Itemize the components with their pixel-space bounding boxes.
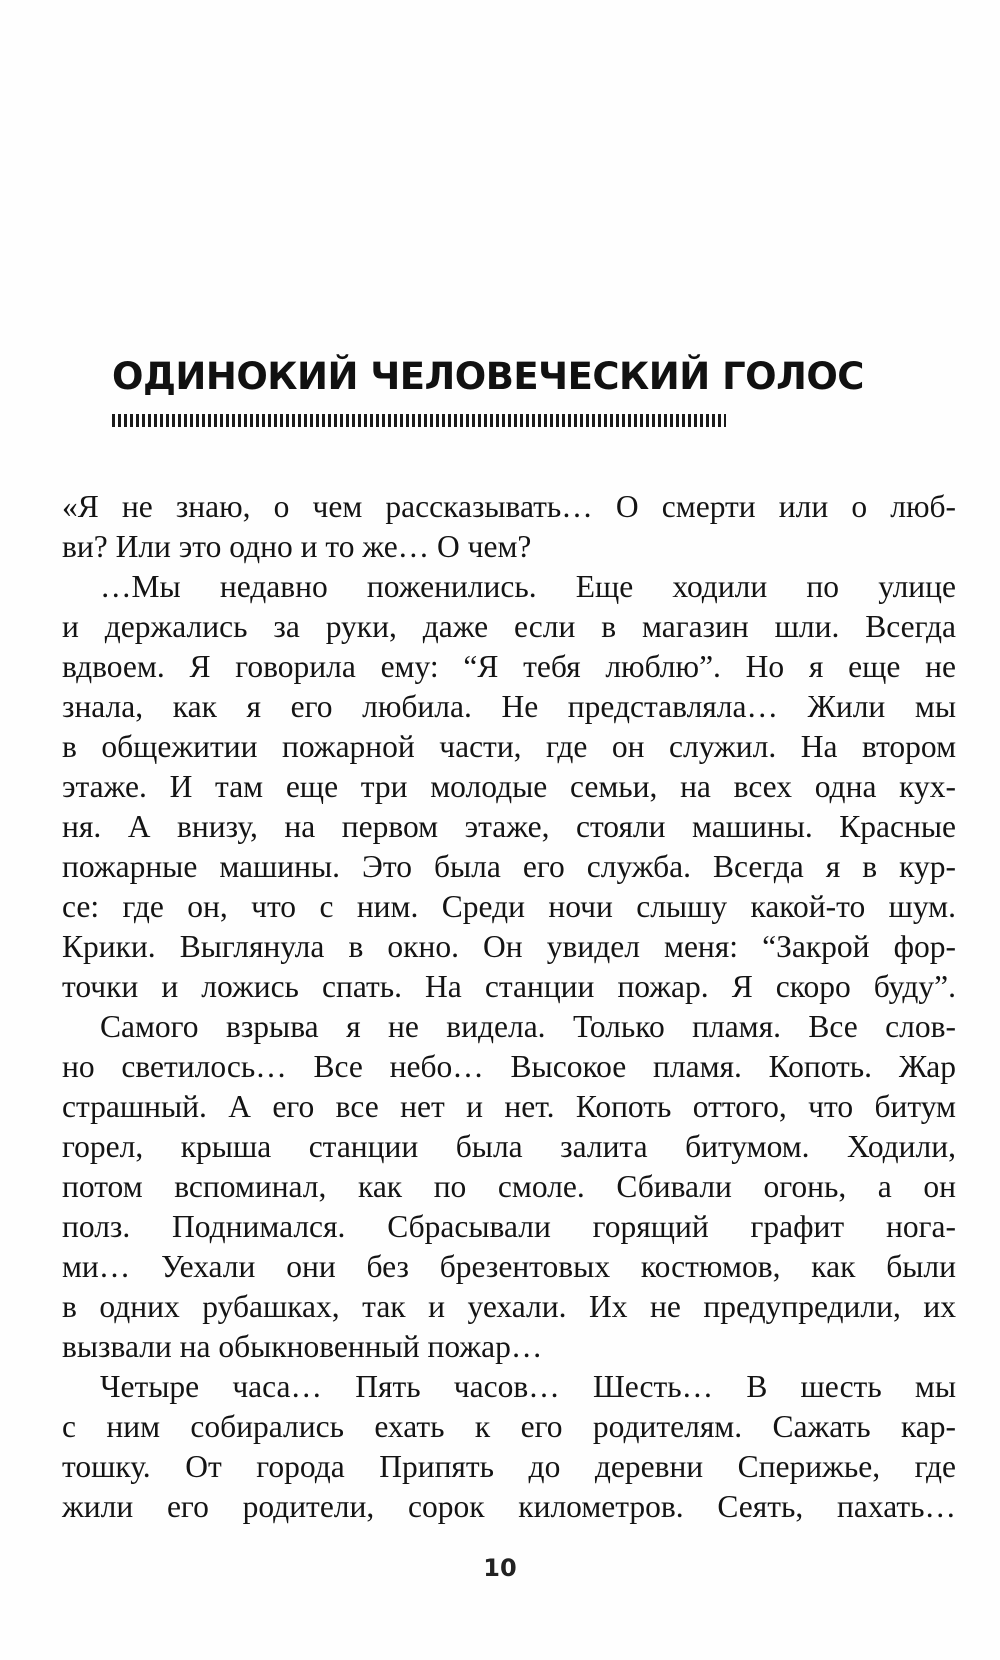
text-line: ня. А внизу, на первом этаже, стояли машины. Красные xyxy=(62,809,956,844)
text-line: ви? Или это одно и то же… О чем? xyxy=(62,529,532,564)
text-line: пожарные машины. Это была его служба. Всегда я в кур- xyxy=(62,849,956,884)
text-line: точки и ложись спать. На станции пожар. Я скоро буду”. xyxy=(62,969,956,1004)
text-line: знала, как я его любила. Не представляла… Жили мы xyxy=(62,689,956,724)
text-line: вдвоем. Я говорила ему: “Я тебя люблю”. Но я еще не xyxy=(62,649,956,684)
text-line: страшный. А его все нет и нет. Копоть оттого, что битум xyxy=(62,1089,956,1124)
text-line: ми… Уехали они без брезентовых костюмов, как были xyxy=(62,1249,956,1284)
chapter-title: ОДИНОКИЙ ЧЕЛОВЕЧЕСКИЙ ГОЛОС xyxy=(112,355,864,398)
text-line: с ним собирались ехать к его родителям. Сажать кар- xyxy=(62,1409,956,1444)
text-line: и держались за руки, даже если в магазин шли. Всегда xyxy=(62,609,956,644)
page-number: 10 xyxy=(483,1554,517,1582)
title-underline-rule xyxy=(112,414,726,427)
text-line: …Мы недавно поженились. Еще ходили по улице xyxy=(100,569,956,604)
text-line: вызвали на обыкновенный пожар… xyxy=(62,1329,543,1364)
text-line: тошку. От города Припять до деревни Сперижье, где xyxy=(62,1449,956,1484)
text-line: в одних рубашках, так и уехали. Их не предупредили, их xyxy=(62,1289,956,1324)
text-line: этаже. И там еще три молодые семьи, на всех одна кух- xyxy=(62,769,956,804)
text-line: но светилось… Все небо… Высокое пламя. Копоть. Жар xyxy=(62,1049,956,1084)
text-line: полз. Поднимался. Сбрасывали горящий графит нога- xyxy=(62,1209,956,1244)
text-line: горел, крыша станции была залита битумом. Ходили, xyxy=(62,1129,956,1164)
text-line: се: где он, что с ним. Среди ночи слышу какой-то шум. xyxy=(62,889,956,924)
text-line: «Я не знаю, о чем рассказывать… О смерти или о люб- xyxy=(62,489,956,524)
body-text xyxy=(62,487,956,1527)
text-line: Крики. Выглянула в окно. Он увидел меня: “Закрой фор- xyxy=(62,929,956,964)
text-line: в общежитии пожарной части, где он служил. На втором xyxy=(62,729,956,764)
text-line: Самого взрыва я не видела. Только пламя. Все слов- xyxy=(100,1009,956,1044)
text-line: Четыре часа… Пять часов… Шесть… В шесть мы xyxy=(100,1369,956,1404)
text-line: жили его родители, сорок километров. Сеять, пахать… xyxy=(62,1489,956,1524)
text-line: потом вспоминал, как по смоле. Сбивали огонь, а он xyxy=(62,1169,956,1204)
